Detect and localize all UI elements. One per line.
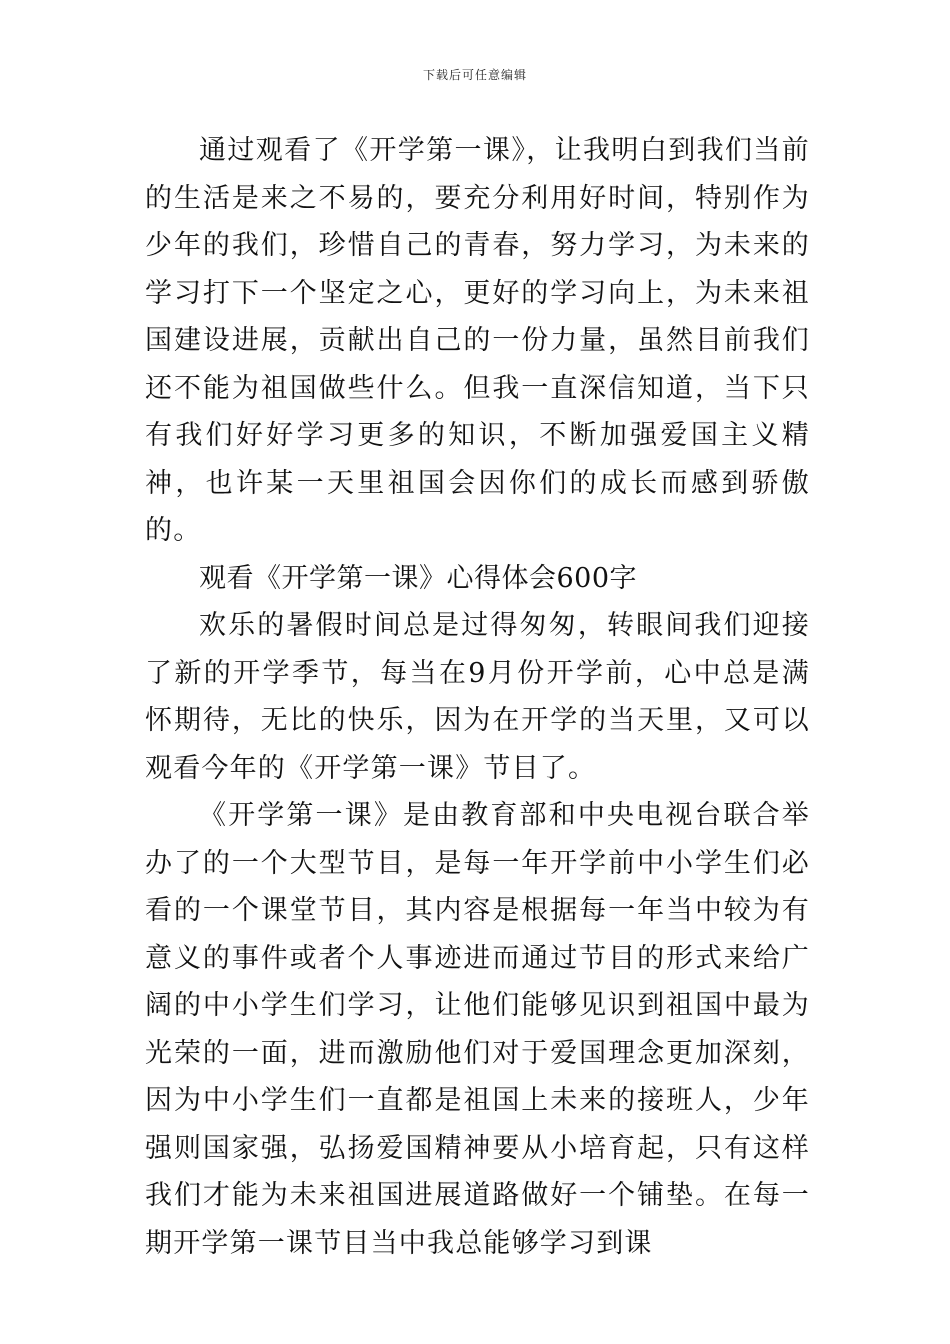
essay-title: 观看《开学第一课》心得体会600字 (199, 562, 638, 594)
paragraph-reflection: 通过观看了《开学第一课》，让我明白到我们当前的生活是来之不易的，要充分利用好时间，特别作为少年的我们，珍惜自己的青春，努力学习，为未来的学习打下一个坚定之心，更好的学习向上，为未来祖国建设进展，贡献出自己的一份力量，虽然目前我们还不能为祖国做些什么。但我一直深信知道，当下只有我们好好学习更多的知识，不断加强爱国主义精神，也许某一天里祖国会因你们的成长而感到骄傲的。 (145, 135, 810, 546)
paragraph-program-description: 《开学第一课》是由教育部和中央电视台联合举办了的一个大型节目，是每一年开学前中小学生们必看的一个课堂节目，其内容是根据每一年当中较为有意义的事件或者个人事迹进而通过节目的形式来给广阔的中小学生们学习，让他们能够见识到祖国中最为光荣的一面，进而激励他们对于爱国理念更加深刻，因为中小学生们一直都是祖国上未来的接班人，少年强则国家强，弘扬爱国精神要从小培育起，只有这样我们才能为未来祖国进展道路做好一个铺垫。在每一期开学第一课节目当中我总能够学习到课 (145, 800, 810, 1259)
paragraph-summer-vacation: 欢乐的暑假时间总是过得匆匆，转眼间我们迎接了新的开学季节，每当在9月份开学前，心中总是满怀期待，无比的快乐，因为在开学的当天里，又可以观看今年的《开学第一课》节目了。 (145, 610, 810, 784)
page-header: 下载后可任意编辑 (422, 68, 527, 82)
document-body (145, 127, 810, 1267)
